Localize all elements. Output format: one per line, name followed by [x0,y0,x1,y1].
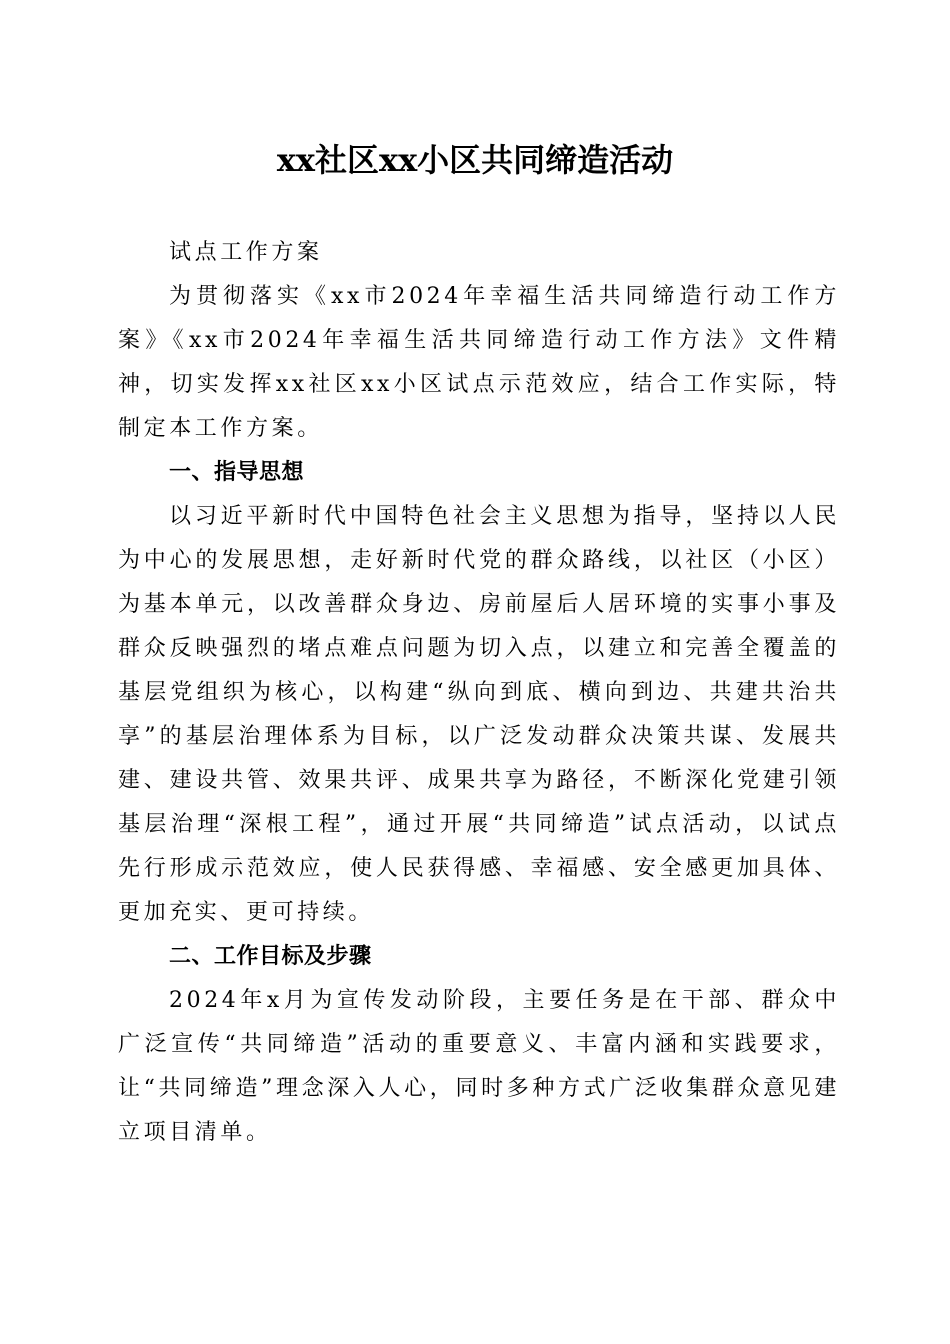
document-title: xx社区xx小区共同缔造活动 [276,141,674,179]
subtitle-paragraph: 试点工作方案 [169,240,323,265]
goals-and-steps-paragraph: 2024年x月为宣传发动阶段，主要任务是在干部、群众中广泛宣传“共同缔造”活动的重要意义、丰富内涵和实践要求，让“共同缔造”理念深入人心，同时多种方式广泛收集群众意见建立项目清单。 [118,988,840,1145]
intro-paragraph: 为贯彻落实《xx市2024年幸福生活共同缔造行动工作方案》《xx市2024年幸福生活共同缔造行动工作方法》文件精神，切实发挥xx社区xx小区试点示范效应，结合工作实际，特制定本工作方案。 [118,284,840,441]
document-body [118,231,840,1155]
guiding-ideology-paragraph: 以习近平新时代中国特色社会主义思想为指导，坚持以人民为中心的发展思想，走好新时代党的群众路线，以社区（小区）为基本单元，以改善群众身边、房前屋后人居环境的实事小事及群众反映强烈的堵点难点问题为切入点，以建立和完善全覆盖的基层党组织为核心，以构建“纵向到底、横向到边、共建共治共享”的基层治理体系为目标，以广泛发动群众决策共谋、发展共建、建设共管、效果共评、成果共享为路径，不断深化党建引领基层治理“深根工程”，通过开展“共同缔造”试点活动，以试点先行形成示范效应，使人民获得感、幸福感、安全感更加具体、更加充实、更可持续。 [118,504,840,925]
section-heading-goals-and-steps: 二、工作目标及步骤 [169,944,372,969]
section-heading-guiding-ideology: 一、指导思想 [169,460,305,485]
